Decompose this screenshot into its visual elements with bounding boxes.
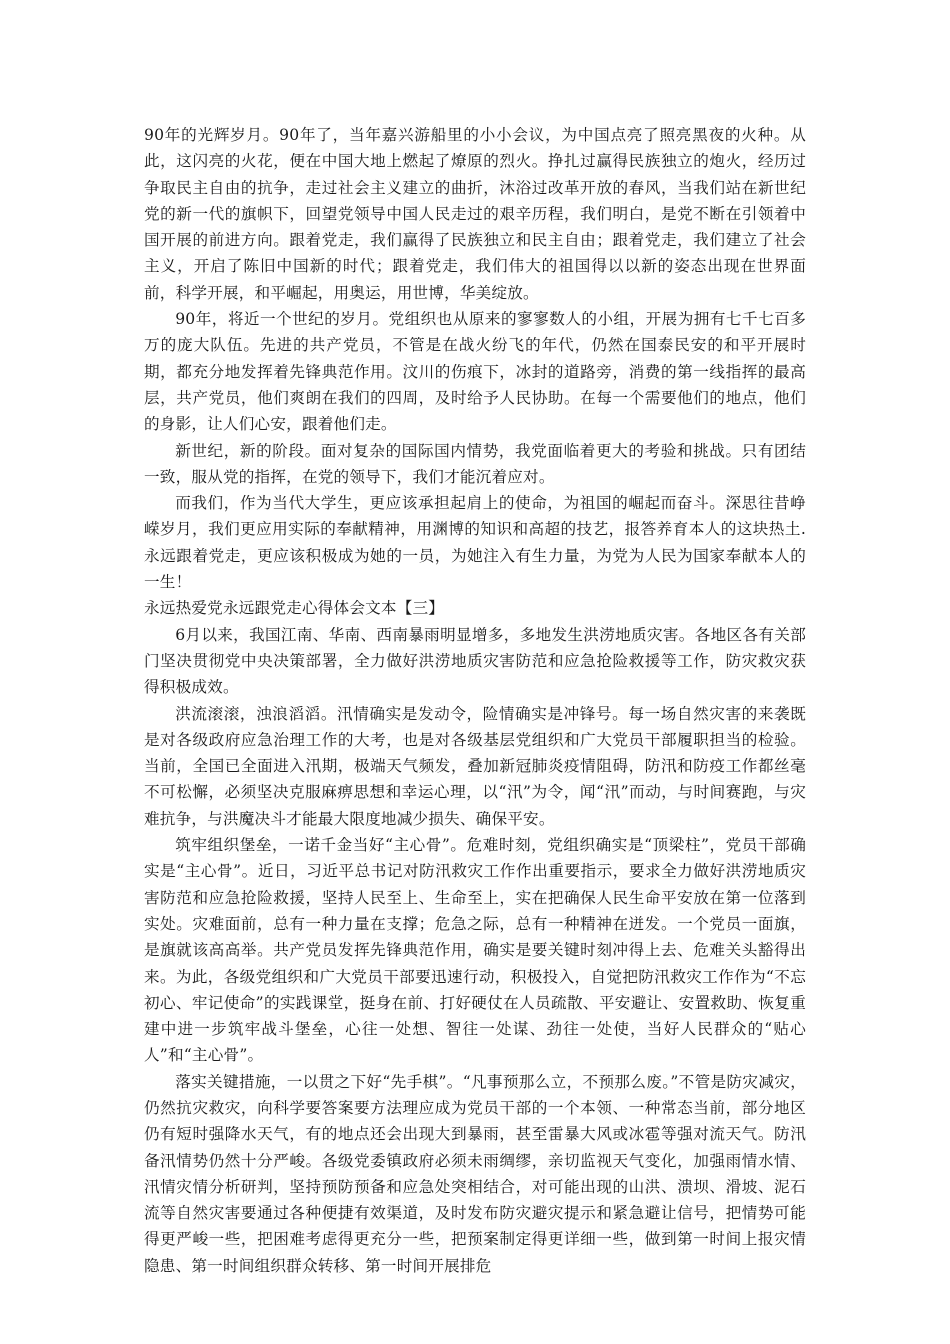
paragraph-6: 洪流滚滚，浊浪滔滔。汛情确实是发动令，险情确实是冲锋号。每一场自然灾害的来袭既是对各级政府应急治理工作的大考，也是对各级基层党组织和广大党员干部履职担当的检验。当前，全国已全面进入汛期，极端天气频发，叠加新冠肺炎疫情阻碍，防汛和防疫工作都丝毫不可松懈，必须坚决克服麻痹思想和幸运心理，以“汛”为令，闻“汛”而动，与时间赛跑，与灾难抗争，与洪魔决斗才能最大限度地减少损失、确保平安。 [144,704,806,828]
paragraph-7: 筑牢组织堡垒，一诺千金当好“主心骨”。危难时刻，党组织确实是“顶梁柱”，党员干部确实是“主心骨”。近日，习近平总书记对防汛救灾工作作出重要指示，要求全力做好洪涝地质灾害防范和应急抢险救援，坚持人民至上、生命至上，实在把确保人民生命平安放在第一位落到实处。灾难面前，总有一种力量在支撑；危急之际，总有一种精神在迸发。一个党员一面旗，是旗就该高高举。共产党员发挥先锋典范作用，确实是要关键时刻冲得上去、危难关头豁得出来。为此，各级党组织和广大党员干部要迅速行动，积极投入，自觉把防汛救灾工作作为“不忘初心、牢记使命”的实践课堂，挺身在前、打好硬仗在人员疏散、平安避让、安置救助、恢复重建中进一步筑牢战斗堡垒，心往一处想、智往一处谋、劲往一处使，当好人民群众的“贴心人”和“主心骨”。 [144,836,806,1065]
paragraph-2: 90年，将近一个世纪的岁月。党组织也从原来的寥寥数人的小组，开展为拥有七千七百多万的庞大队伍。先进的共产党员，不管是在战火纷飞的年代，仍然在国泰民安的和平开展时期，都充分地发挥着先锋典范作用。汶川的伤痕下，冰封的道路旁，消费的第一线指挥的最高层，共产党员，他们爽朗在我们的四周，及时给予人民协助。在每一个需要他们的地点，他们的身影，让人们心安，跟着他们走。 [144,310,806,434]
paragraph-5: 6月以来，我国江南、华南、西南暴雨明显增多，多地发生洪涝地质灾害。各地区各有关部门坚决贯彻党中央决策部署，全力做好洪涝地质灾害防范和应急抢险救援等工作，防灾救灾获得积极成效。 [144,625,806,697]
section-heading: 永远热爱党永远跟党走心得体会文本【三】 [144,599,445,618]
document-body [144,122,806,1279]
paragraph-1: 90年的光辉岁月。90年了，当年嘉兴游船里的小小会议，为中国点亮了照亮黑夜的火种。从此，这闪亮的火花，便在中国大地上燃起了燎原的烈火。挣扎过赢得民族独立的炮火，经历过争取民主自由的抗争，走过社会主义建立的曲折，沐浴过改革开放的春风，当我们站在新世纪党的新一代的旗帜下，回望党领导中国人民走过的艰辛历程，我们明白，是党不断在引领着中国开展的前进方向。跟着党走，我们赢得了民族独立和民主自由；跟着党走，我们建立了社会主义，开启了陈旧中国新的时代；跟着党走，我们伟大的祖国得以以新的姿态出现在世界面前，科学开展，和平崛起，用奥运，用世博，华美绽放。 [144,126,806,302]
paragraph-4: 而我们，作为当代大学生，更应该承担起肩上的使命，为祖国的崛起而奋斗。深思往昔峥嵘岁月，我们更应用实际的奉献精神，用渊博的知识和高超的技艺，报答养育本人的这块热土.永远跟着党走，更应该积极成为她的一员，为她注入有生力量，为党为人民为国家奉献本人的一生！ [144,494,806,592]
paragraph-8: 落实关键措施，一以贯之下好“先手棋”。“凡事预那么立，不预那么废。”不管是防灾减灾，仍然抗灾救灾，向科学要答案要方法理应成为党员干部的一个本领、一种常态当前，部分地区仍有短时强降水天气，有的地点还会出现大到暴雨，甚至雷暴大风或冰雹等强对流天气。防汛备汛情势仍然十分严峻。各级党委镇政府必须未雨绸缪，亲切监视天气变化，加强雨情水情、汛情灾情分析研判，坚持预防预备和应急处突相结合，对可能出现的山洪、溃坝、滑坡、泥石流等自然灾害要通过各种便捷有效渠道，及时发布防灾避灾提示和紧急避让信号，把情势可能得更严峻一些，把困难考虑得更充分一些，把预案制定得更详细一些，做到第一时间上报灾情隐患、第一时间组织群众转移、第一时间开展排危 [144,1072,806,1275]
paragraph-3: 新世纪，新的阶段。面对复杂的国际国内情势，我党面临着更大的考验和挑战。只有团结一致，服从党的指挥，在党的领导下，我们才能沉着应对。 [144,441,806,486]
